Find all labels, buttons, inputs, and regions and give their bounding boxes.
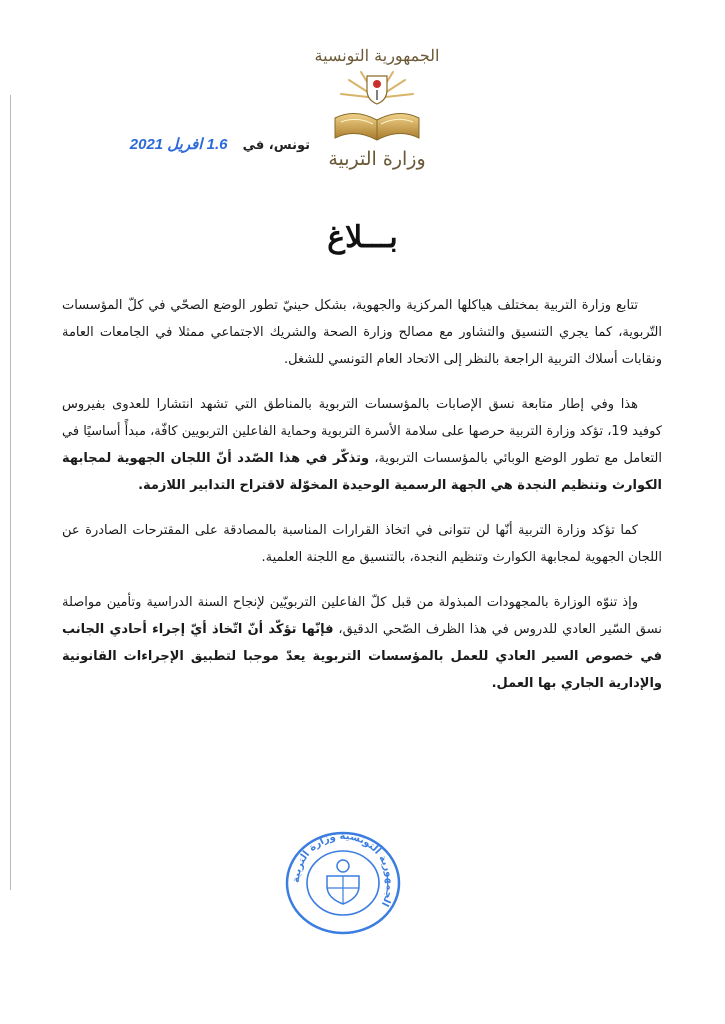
- document-body: [62, 292, 662, 715]
- paragraph-4-bold: فإنّها تؤكّد أنّ اتّخاذ أيّ إجراء أحادي الجانب في خصوص السير العادي للعمل بالمؤسسات التربوية يعدّ موجبا لتطبيق الإجراءات القانونية والإدارية الجاري بها العمل.: [62, 622, 662, 691]
- paragraph-2: [62, 391, 662, 499]
- paragraph-2-bold: وتذكّر في هذا الصّدد أنّ اللجان الجهوية لمجابهة الكوارث وتنظيم النجدة هي الجهة الرسمية الوحيدة المخوّلة لاقتراح التدابير اللازمة.: [62, 451, 662, 493]
- paragraph-1: [62, 292, 662, 373]
- republic-name: الجمهورية التونسية: [314, 46, 440, 65]
- ministry-name: وزارة التربية: [328, 148, 426, 170]
- date-place: تونس، في: [242, 138, 310, 153]
- page-edge-line: [10, 95, 11, 890]
- paragraph-4-text: وإذ تنوّه الوزارة بالمجهودات المبذولة من قبل كلّ الفاعلين التربويّين لإنجاح السنة الدراسية وتأمين مواصلة نسق السّير العادي للدروس في هذا الظرف الصّحي الدقيق،: [62, 595, 662, 637]
- date-stamp: 1.6 افريل 2021: [129, 136, 228, 153]
- paragraph-1-text: تتابع وزارة التربية بمختلف هياكلها المركزية والجهوية، بشكل حينيّ تطور الوضع الصحّي في كلّ المؤسسات التّربوية، كما يجري التنسيق والتشاور مع مصالح وزارة الصحة والشريك الاجتماعي ممثلا في الجامعات العامة ونقابات أسلاك التربية الراجعة بالنظر إلى الاتحاد العام التونسي للشغل.: [62, 298, 662, 367]
- paragraph-2-text: هذا وفي إطار متابعة نسق الإصابات بالمؤسسات التربوية بالمناطق التي تشهد انتشارا للعدوى بفيروس كوفيد 19، تؤكد وزارة التربية حرصها على سلامة الأسرة التربوية وحماية الفاعلين التربويين كافّة، مبدأً أساسيًا في التعامل مع تطور الوضع الوبائي بالمؤسسات التربوية،: [62, 397, 662, 466]
- date-line: [110, 134, 310, 158]
- document-title: بـــلاغ: [327, 220, 398, 255]
- seal-inscription: الجمهورية التونسية وزارة التربية: [290, 830, 396, 909]
- official-seal-icon: [283, 828, 403, 938]
- paragraph-3: [62, 517, 662, 571]
- paragraph-4: [62, 589, 662, 697]
- paragraph-3-text: كما تؤكد وزارة التربية أنّها لن تتوانى في اتخاذ القرارات المناسبة بالمصادقة على المقترحات الصادرة عن اللجان الجهوية لمجابهة الكوارث وتنظيم النجدة، بالتنسيق مع اللجنة العلمية.: [62, 523, 662, 565]
- ministry-emblem-icon: [329, 68, 425, 148]
- ministry-letterhead: [312, 40, 442, 180]
